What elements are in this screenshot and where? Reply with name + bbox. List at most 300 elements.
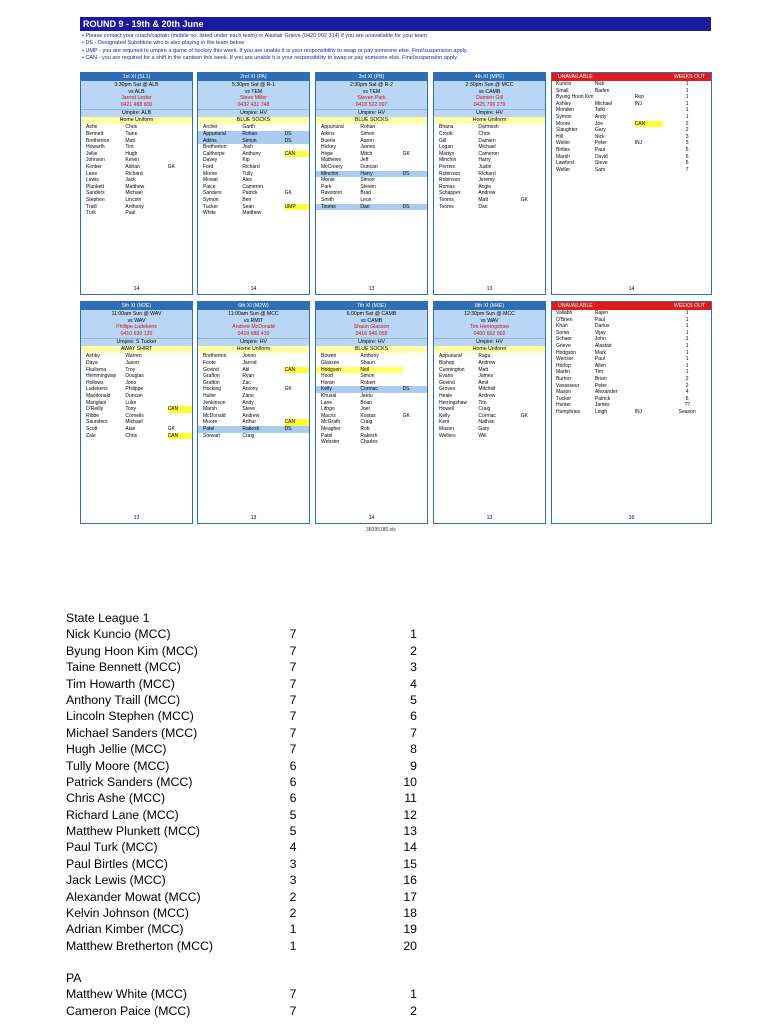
player-name: Richard Lane (MCC): [66, 807, 179, 822]
player-firstname: Robert: [360, 379, 376, 386]
player-tag: [403, 426, 427, 433]
reason: CAN: [635, 121, 664, 128]
weeks-out: 5: [685, 146, 689, 153]
player-tag: [285, 380, 309, 387]
player-surname: Patel: [321, 432, 333, 439]
player-row: [198, 413, 309, 420]
player-surname: Bretherton: [203, 144, 227, 151]
player-surname: Horan: [321, 379, 335, 386]
player-surname: Evans: [439, 373, 453, 380]
player-tag: [168, 419, 192, 426]
captain-phone: 0416 946 058: [355, 330, 388, 337]
firstname: Leigh: [594, 408, 608, 415]
player-tag: [521, 171, 545, 178]
player-firstname: Shaun: [360, 359, 375, 366]
player-name: Paul Turk (MCC): [66, 840, 158, 855]
player-surname: Moore: [203, 419, 218, 426]
team-title: 1st XI (SL1): [81, 73, 192, 81]
player-surname: Glasson: [321, 359, 340, 366]
player-tag: [168, 131, 192, 138]
captain-phone: 0410 630 120: [120, 330, 153, 337]
player-row: [198, 386, 309, 393]
umpire: Umpire: HV: [198, 338, 309, 346]
league-table-state-league-1: [66, 610, 426, 954]
firstname: James: [594, 402, 610, 409]
surname: Soma: [556, 329, 570, 336]
league-row: [66, 856, 426, 872]
opponent: vs TEM: [244, 88, 263, 95]
player-tag: CAN: [168, 406, 192, 413]
player-row: [316, 413, 427, 420]
weeks-out: 1: [685, 113, 689, 120]
player-firstname: Steven: [360, 183, 376, 190]
unavailable-row: [552, 160, 711, 167]
weeks-out: 1: [685, 87, 689, 94]
player-firstname: Andrew: [478, 190, 496, 197]
player-row: [316, 439, 427, 446]
player-firstname: Andrew: [478, 392, 496, 399]
player-surname: Sanders: [203, 190, 222, 197]
player-row: [198, 190, 309, 197]
player-surname: Bishop: [439, 359, 455, 366]
reason: [635, 317, 664, 324]
player-firstname: Luke: [125, 399, 137, 406]
surname: O'Brien: [556, 316, 573, 323]
uniform: BLUE SOCKS: [316, 346, 427, 353]
player-name: Lincoln Stephen (MCC): [66, 709, 194, 724]
unavailable-row: [552, 107, 711, 114]
player-row: [434, 138, 545, 145]
player-tag: [285, 164, 309, 171]
captain-phone: 0432 431 748: [237, 101, 270, 108]
player-row: [316, 400, 427, 407]
player-firstname: Jeff: [360, 157, 369, 164]
games-played: 5: [289, 807, 297, 822]
player-row: [81, 197, 192, 204]
games-played: 6: [289, 758, 297, 773]
player-row: [198, 400, 309, 407]
player-tag: [285, 177, 309, 184]
player-firstname: Simon: [242, 138, 284, 145]
rank: 17: [403, 889, 417, 904]
player-surname: Johnson: [86, 157, 105, 164]
reason: [635, 114, 664, 121]
unavailable-card: [551, 72, 712, 295]
captain-phone: 0418 522 097: [355, 101, 388, 108]
rank: 11: [404, 791, 417, 806]
reason: [635, 350, 664, 357]
player-row: [198, 406, 309, 413]
player-firstname: Michael: [125, 190, 143, 197]
unavailable-count: 16: [628, 515, 635, 521]
player-firstname: Matt: [478, 366, 489, 373]
reason: [635, 81, 664, 88]
firstname: Gary: [594, 127, 606, 134]
player-surname: Kelly: [439, 412, 450, 419]
player-row: [434, 380, 545, 387]
firstname: Allen: [594, 362, 607, 369]
player-name: Chris Ashe (MCC): [66, 791, 166, 806]
player-firstname: Craig: [478, 406, 491, 413]
player-tag: [521, 393, 545, 400]
player-surname: McDonald: [203, 412, 226, 419]
rank: 10: [403, 774, 417, 789]
player-surname: Grafton: [203, 373, 220, 380]
player-name: Michael Sanders (MCC): [66, 725, 198, 740]
player-tag: [285, 413, 309, 420]
weeks-out: 7: [685, 166, 689, 173]
player-tag: CAN: [285, 151, 309, 158]
player-row: [81, 380, 192, 387]
player-surname: Fkulisma: [86, 366, 107, 373]
firstname: John: [594, 336, 606, 343]
player-firstname: Anthony: [242, 150, 261, 157]
team-title: 5th XI (M2E): [81, 302, 192, 310]
player-firstname: Adrian: [125, 163, 140, 170]
player-row: [198, 144, 309, 151]
player-firstname: Zac: [242, 379, 251, 386]
player-firstname: Neil: [360, 367, 402, 374]
player-name: Tim Howarth (MCC): [66, 676, 175, 691]
player-name: Alexander Mowat (MCC): [66, 889, 201, 904]
surname: Humphries: [556, 408, 581, 415]
player-surname: Hodgson: [316, 367, 360, 374]
player-surname: Howell: [439, 406, 455, 413]
player-row: [198, 138, 309, 145]
player-surname: Kelly: [316, 386, 360, 393]
round-banner: ROUND 9 - 19th & 20th June: [80, 17, 711, 31]
player-surname: Ludekens: [86, 386, 108, 393]
player-tag: [168, 393, 192, 400]
player-row: [434, 433, 545, 440]
player-tag: [168, 138, 192, 145]
player-tag: [403, 393, 427, 400]
player-tag: [168, 353, 192, 360]
reason: [635, 330, 664, 337]
player-tag: [521, 144, 545, 151]
league-row: [66, 692, 426, 708]
player-name: Paul Birtles (MCC): [66, 856, 168, 871]
player-row: [316, 157, 427, 164]
player-tag: GK: [402, 150, 410, 157]
player-count: 14: [368, 515, 375, 521]
player-surname: Smith: [321, 196, 334, 203]
player-firstname: Tim: [125, 144, 134, 151]
captain-phone: 0425 796 279: [473, 101, 506, 108]
unavailable-row: [552, 350, 711, 357]
player-tag: [168, 380, 192, 387]
player-row: [434, 131, 545, 138]
player-firstname: Rohan: [242, 131, 284, 138]
player-row: [81, 190, 192, 197]
player-row: [316, 144, 427, 151]
unavailable-row: [552, 323, 711, 330]
player-firstname: Duncan: [360, 163, 378, 170]
player-firstname: Duncan: [125, 392, 143, 399]
player-surname: Mariglani: [86, 399, 107, 406]
player-row: [316, 177, 427, 184]
player-row: [198, 360, 309, 367]
games-played: 1: [289, 922, 297, 937]
games-played: 7: [289, 692, 297, 707]
player-row: [434, 190, 545, 197]
player-firstname: Will: [478, 432, 487, 439]
player-row: [316, 204, 427, 211]
player-name: Matthew Plunkett (MCC): [66, 824, 200, 839]
player-firstname: Jonno: [242, 353, 257, 360]
player-tag: [403, 144, 427, 151]
player-tag: [403, 367, 427, 374]
player-count: 13: [368, 286, 375, 292]
player-tag: [285, 197, 309, 204]
firstname: Andy: [594, 113, 607, 120]
player-firstname: Craig: [242, 432, 255, 439]
player-name: Adrian Kimber (MCC): [66, 922, 184, 937]
reason: [635, 107, 664, 114]
player-surname: Mowat: [203, 177, 218, 184]
weeks-out: 6: [685, 160, 689, 167]
player-firstname: Richard: [125, 170, 143, 177]
surname: Monden: [556, 107, 575, 114]
player-firstname: Matthew: [125, 183, 145, 190]
player-row: [81, 151, 192, 158]
player-row: [434, 419, 545, 426]
player-tag: [403, 380, 427, 387]
player-row: [316, 190, 427, 197]
firstname: Taiki: [594, 107, 605, 114]
games-played: 2: [289, 889, 297, 904]
player-tag: [168, 184, 192, 191]
player-tag: [403, 400, 427, 407]
unavailable-row: [552, 94, 711, 101]
captain-name: Tim Herringshaw: [469, 324, 509, 331]
player-row: [316, 419, 427, 426]
player-surname: Hope: [321, 150, 333, 157]
unavailable-row: [552, 88, 711, 95]
player-firstname: Atil: [242, 366, 250, 373]
player-tag: [285, 210, 309, 217]
player-row: [434, 204, 545, 211]
player-tag: [521, 157, 545, 164]
reason: [635, 369, 664, 376]
player-row: [81, 353, 192, 360]
player-row: [434, 393, 545, 400]
match-info: [316, 310, 427, 338]
player-name: Byung Hoon Kim (MCC): [66, 643, 198, 658]
captain-phone: 0421 488 800: [120, 101, 153, 108]
player-surname: Sanders: [86, 190, 105, 197]
unavailable-row: [552, 81, 711, 88]
player-firstname: Jason: [125, 359, 139, 366]
games-played: 7: [289, 725, 297, 740]
player-firstname: Simon: [360, 130, 375, 137]
player-firstname: Leon: [360, 196, 372, 203]
player-tag: [168, 367, 192, 374]
player-surname: Lithgo: [321, 406, 335, 413]
surname: Hunter: [556, 402, 572, 409]
player-surname: Paice: [203, 183, 216, 190]
player-surname: Stephen: [86, 196, 105, 203]
player-row: [434, 144, 545, 151]
unavailable-header: [552, 302, 711, 310]
player-tag: CAN: [168, 433, 192, 440]
player-surname: Lane: [321, 399, 333, 406]
player-tag: [521, 386, 545, 393]
surname: Marsh: [556, 153, 570, 160]
player-tag: [521, 184, 545, 191]
match-info: [81, 310, 192, 338]
player-firstname: Ryan: [242, 373, 255, 380]
player-firstname: Matt: [478, 196, 489, 203]
player-row: [198, 393, 309, 400]
player-surname: Ford: [203, 163, 214, 170]
player-row: [198, 426, 309, 433]
player-surname: Bowen: [321, 353, 337, 360]
weeks-out: 1: [685, 342, 689, 349]
opponent: vs WAV: [127, 317, 146, 324]
player-firstname: Kip: [242, 157, 250, 164]
player-surname: Bretherton: [86, 137, 110, 144]
player-tag: GK: [402, 412, 410, 419]
player-surname: Patel: [198, 426, 242, 433]
reason: [635, 389, 664, 396]
player-surname: Appuriural: [321, 124, 344, 131]
rank: 12: [403, 807, 417, 822]
rank: 9: [410, 758, 417, 773]
player-surname: Tucker: [203, 203, 219, 210]
player-firstname: Joel: [360, 406, 370, 413]
player-row: [316, 393, 427, 400]
player-surname: Scott: [86, 425, 98, 432]
player-surname: Atkins: [198, 138, 242, 145]
player-firstname: Paul: [125, 210, 136, 217]
firstname: Peter: [594, 140, 607, 147]
games-played: 7: [289, 987, 297, 1002]
player-surname: Howarth: [86, 144, 105, 151]
player-surname: McGrath: [321, 419, 341, 426]
uniform: BLUE SOCKS: [316, 117, 427, 124]
player-tag: [403, 373, 427, 380]
firstname: Rajen: [594, 310, 608, 316]
player-row: [316, 124, 427, 131]
league-row: [66, 889, 426, 905]
instructions: [82, 33, 722, 63]
player-surname: Govind: [203, 366, 219, 373]
player-list: [434, 353, 545, 439]
match-info: [198, 81, 309, 109]
player-list: [316, 353, 427, 445]
unavailable-row: [552, 376, 711, 383]
weeks-out: 1: [685, 100, 689, 107]
firstname: Paul: [594, 316, 605, 323]
games-played: 7: [289, 709, 297, 724]
unavailable-row: [552, 402, 711, 409]
firstname: Baden: [594, 87, 610, 94]
reason: [635, 343, 664, 350]
match-info: [198, 310, 309, 338]
player-surname: Robinson: [439, 170, 461, 177]
player-firstname: Patrick: [242, 190, 258, 197]
league-row: [66, 807, 426, 823]
match-time: 6:00pm Sat @ CAMB: [346, 311, 397, 317]
player-firstname: Andrew: [478, 359, 496, 366]
player-row: [81, 171, 192, 178]
league-row: [66, 905, 426, 921]
surname: Moore: [556, 120, 571, 127]
player-row: [316, 353, 427, 360]
team-title: 2nd XI (PA): [198, 73, 309, 81]
surname: Grieve: [556, 342, 571, 349]
reason: [635, 147, 664, 154]
league-row: [66, 790, 426, 806]
player-tag: [403, 138, 427, 145]
player-list: [81, 353, 192, 439]
firstname: Vijay: [594, 329, 606, 336]
surname: Schaer: [556, 336, 572, 343]
umpire: Umpire: ALB: [81, 109, 192, 117]
surname: Vavasseur: [556, 382, 580, 389]
team-card: [80, 301, 193, 524]
unavailable-row: [552, 101, 711, 108]
player-count: 14: [133, 286, 140, 292]
player-surname: Hemmingway: [86, 373, 117, 380]
player-tag: [521, 131, 545, 138]
unavailable-row: [552, 409, 711, 416]
player-row: [81, 367, 192, 374]
note-line: • UMP - you are required to umpire a game of hockey this week. If you are unable it is your responsibility to swap or pay someone else. Fine/suspension apply.: [82, 47, 468, 54]
surname: Symon: [556, 113, 572, 120]
player-tag: [168, 210, 192, 217]
league-title: PA: [66, 971, 82, 985]
player-surname: Huller: [203, 392, 217, 399]
rank: 7: [410, 725, 417, 740]
player-firstname: Andy: [242, 399, 254, 406]
player-firstname: Alan: [125, 425, 136, 432]
games-played: 7: [289, 742, 297, 757]
player-firstname: Ben: [242, 196, 252, 203]
uniform: AWAY SHIRT: [81, 346, 192, 353]
player-row: [198, 373, 309, 380]
umpire: Umpire: HV: [316, 338, 427, 346]
player-firstname: Charles: [360, 439, 378, 446]
reason: [635, 356, 664, 363]
player-tag: GK: [167, 425, 175, 432]
player-tag: [285, 171, 309, 178]
player-surname: Macdonald: [86, 392, 111, 399]
player-firstname: Michael: [478, 144, 496, 151]
reason: INJ: [634, 140, 643, 147]
player-firstname: Richard: [478, 170, 496, 177]
weeks-out: 5: [685, 140, 689, 147]
firstname: Darius: [594, 323, 610, 330]
player-row: [198, 151, 309, 158]
player-name: Cameron Paice (MCC): [66, 1003, 191, 1018]
player-firstname: Jack: [125, 177, 136, 184]
player-row: [81, 360, 192, 367]
player-row: [81, 210, 192, 217]
player-tag: [285, 433, 309, 440]
captain-phone: 0419 688 410: [237, 330, 270, 337]
firstname: Paul: [594, 356, 605, 363]
player-firstname: Douglas: [125, 373, 144, 380]
unavailable-header: [552, 73, 711, 81]
player-tag: [285, 353, 309, 360]
player-tag: [521, 164, 545, 171]
player-surname: Atkins: [321, 130, 335, 137]
games-played: 3: [289, 856, 297, 871]
unavailable-row: [552, 114, 711, 121]
team-card: [197, 301, 310, 524]
